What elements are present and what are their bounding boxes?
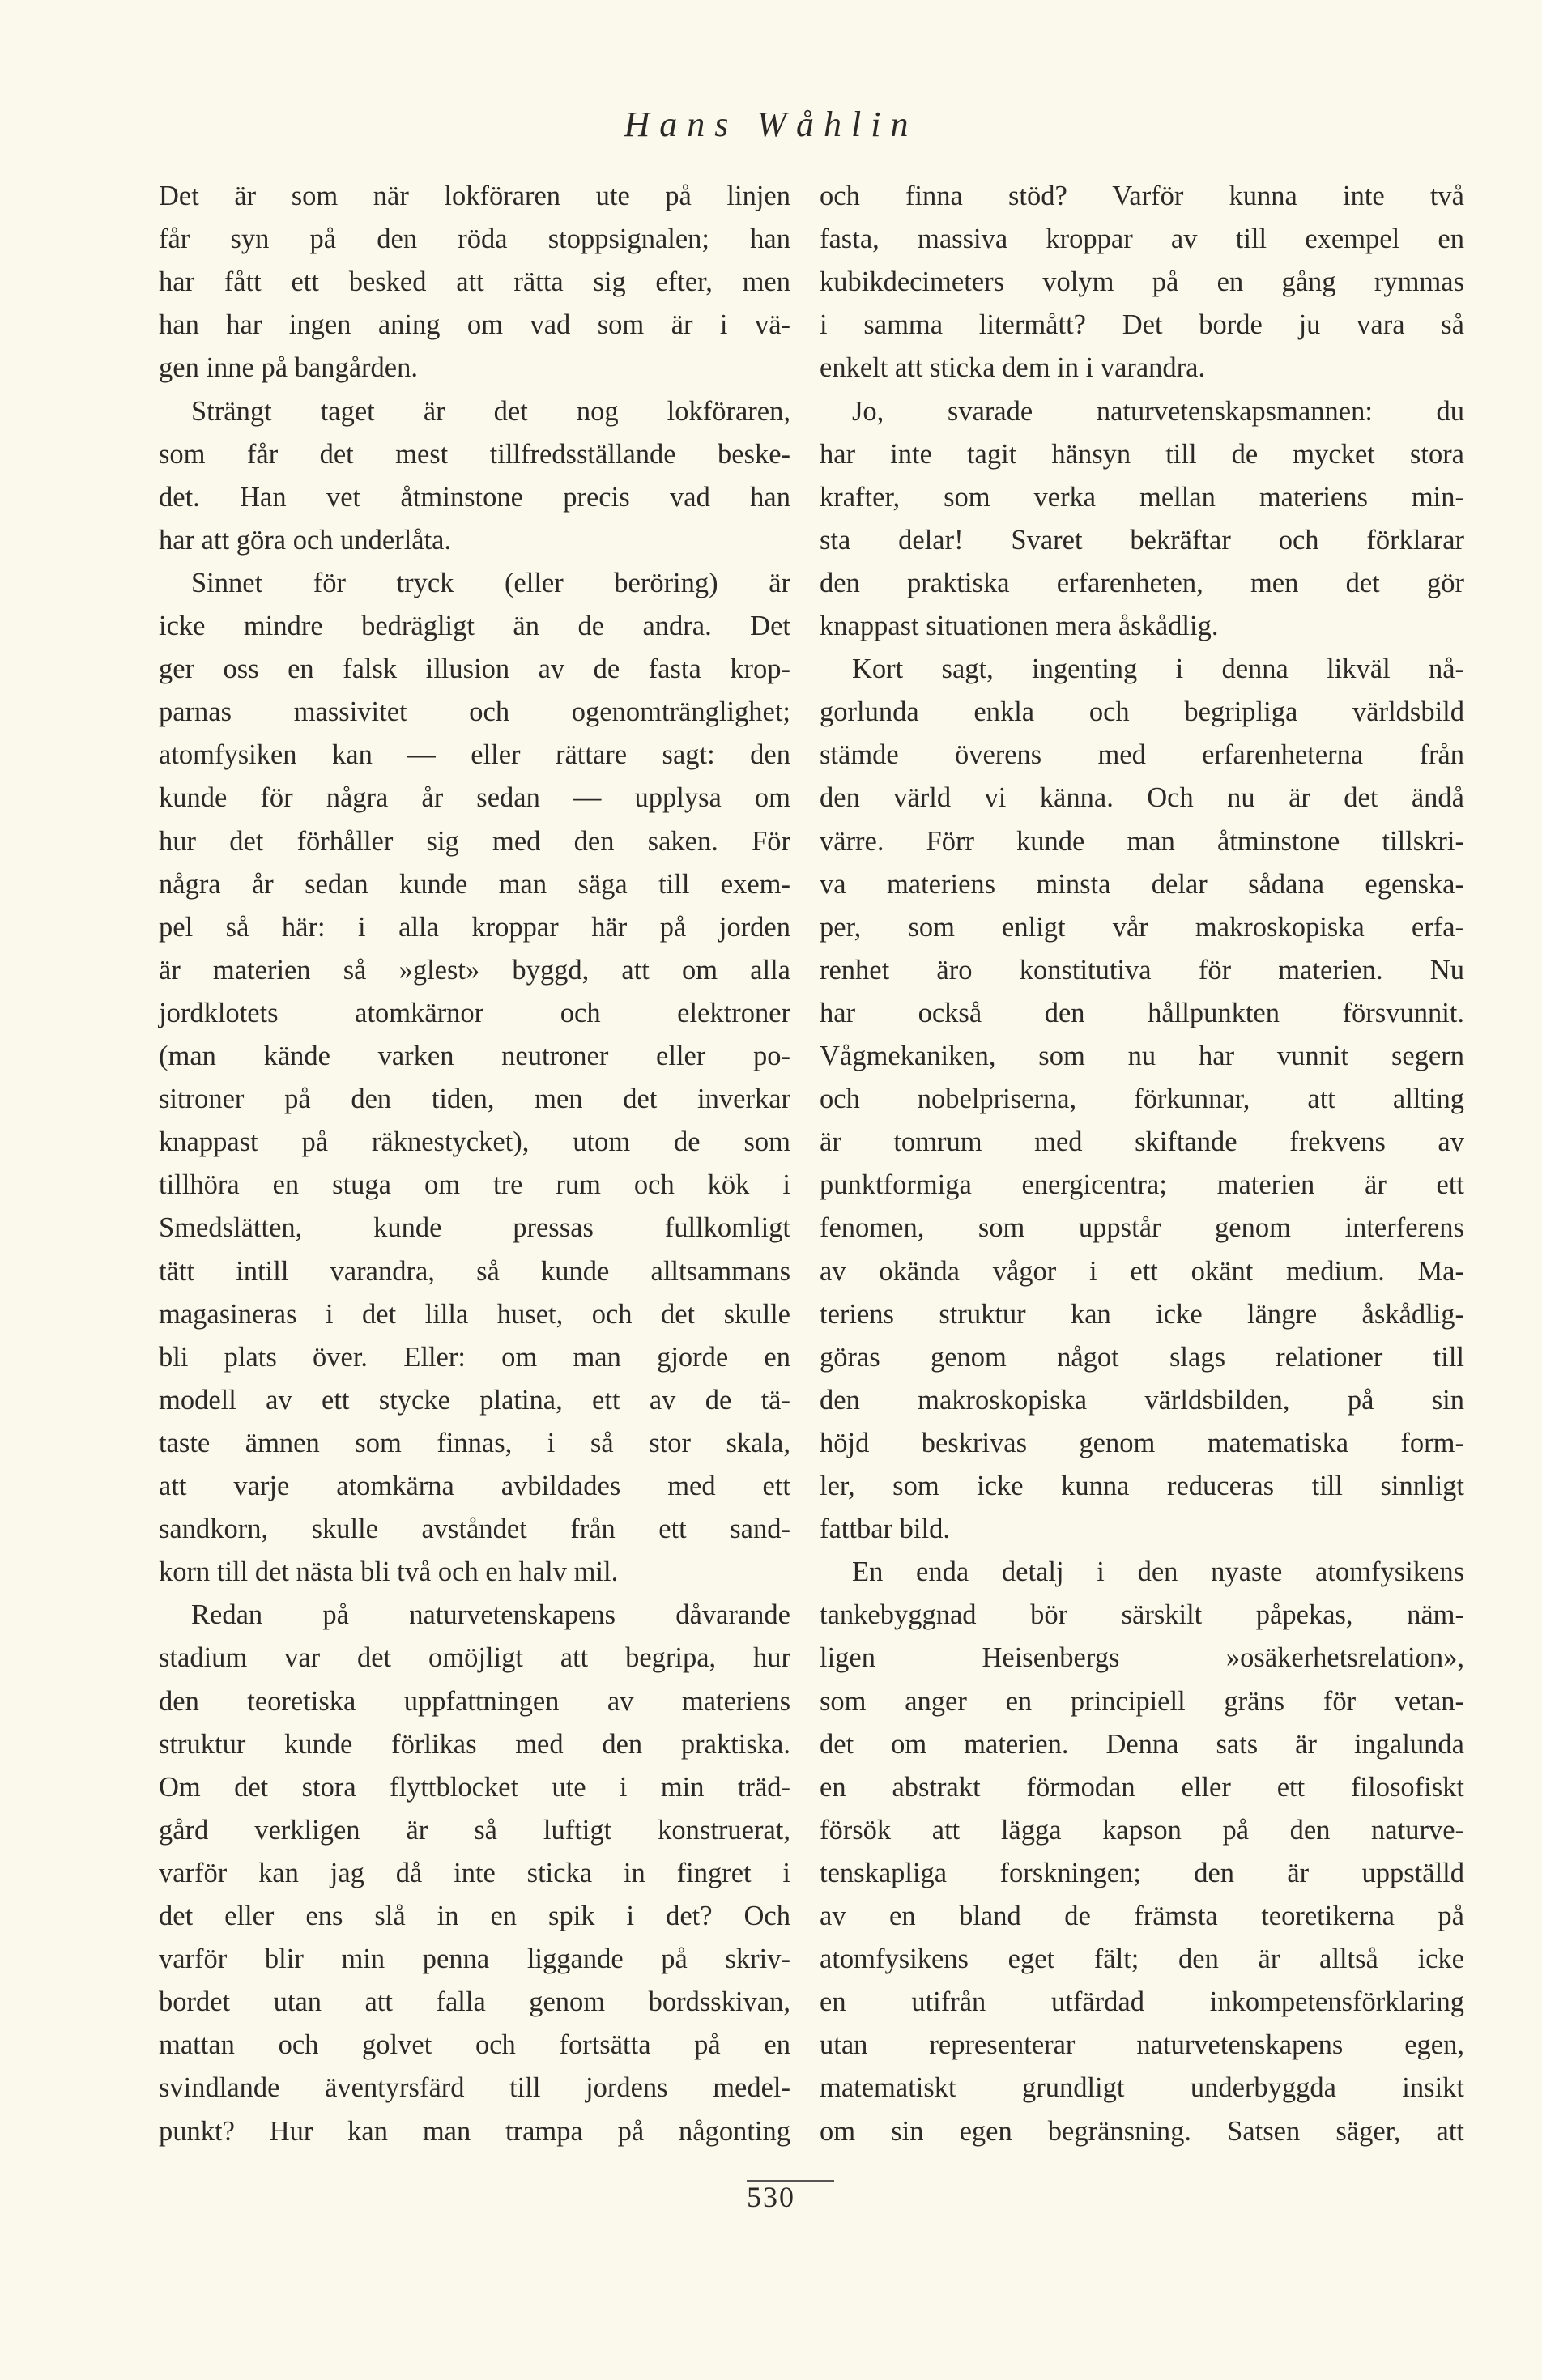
text-line: har fått ett besked att rätta sig efter, men xyxy=(159,266,790,298)
text-line: Smedslätten, kunde pressas fullkomligt xyxy=(159,1212,790,1244)
text-line: kubikdecimeters volym på en gång rymmas xyxy=(820,266,1464,298)
text-line: ligen Heisenbergs »osäkerhetsrelation», xyxy=(820,1642,1464,1674)
text-line: i samma litermått? Det borde ju vara så xyxy=(820,309,1464,341)
text-line: gorlunda enkla och begripliga världsbild xyxy=(820,696,1464,728)
text-line: den makroskopiska världsbilden, på sin xyxy=(820,1384,1464,1416)
text-line: tankebyggnad bör särskilt påpekas, näm- xyxy=(820,1599,1464,1631)
text-line: det. Han vet åtminstone precis vad han xyxy=(159,481,790,513)
text-line: den teoretiska uppfattningen av materiens xyxy=(159,1685,790,1717)
text-line: (man kände varken neutroner eller po- xyxy=(159,1041,790,1071)
text-line: och nobelpriserna, förkunnar, att allting xyxy=(820,1084,1464,1115)
text-line: ler, som icke kunna reduceras till sinnligt xyxy=(820,1471,1464,1501)
text-line: gård verkligen är så luftigt konstruerat, xyxy=(159,1814,790,1846)
text-line: göras genom något slags relationer till xyxy=(820,1341,1464,1373)
text-line: per, som enligt vår makroskopiska erfa- xyxy=(820,911,1464,943)
text-line: som anger en principiell gräns för vetan- xyxy=(820,1685,1464,1717)
text-line: Vågmekaniken, som nu har vunnit segern xyxy=(820,1041,1464,1071)
text-line: Jo, svarade naturvetenskapsmannen: du xyxy=(852,395,1464,427)
text-line: kunde för några år sedan — upplysa om xyxy=(159,782,790,814)
text-line: den praktiska erfarenheten, men det gör xyxy=(820,567,1464,598)
text-line: har också den hållpunkten försvunnit. xyxy=(820,997,1464,1028)
text-line: sandkorn, skulle avståndet från ett sand- xyxy=(159,1514,790,1545)
text-line: pel så här: i alla kroppar här på jorden xyxy=(159,911,790,943)
text-line: teriens struktur kan icke längre åskådlig- xyxy=(820,1298,1464,1330)
page-number: 530 xyxy=(747,2181,795,2213)
text-line: hur det förhåller sig med den saken. För xyxy=(159,825,790,857)
text-line: några år sedan kunde man säga till exem- xyxy=(159,868,790,900)
text-line: den värld vi känna. Och nu är det ändå xyxy=(820,782,1464,814)
text-line: Om det stora flyttblocket ute i min träd- xyxy=(159,1771,790,1803)
text-line: det eller ens slå in en spik i det? Och xyxy=(159,1901,790,1931)
text-line: är tomrum med skiftande frekvens av xyxy=(820,1126,1464,1158)
text-line: försök att lägga kapson på den naturve- xyxy=(820,1814,1464,1846)
text-line: taste ämnen som finnas, i så stor skala, xyxy=(159,1427,790,1458)
text-line: han har ingen aning om vad som är i vä- xyxy=(159,309,790,341)
text-line: enkelt att sticka dem in i varandra. xyxy=(820,352,1206,384)
text-line: en utifrån utfärdad inkompetensförklaring xyxy=(820,1986,1464,2018)
text-line: tätt intill varandra, så kunde alltsammans xyxy=(159,1255,790,1287)
text-line: punkt? Hur kan man trampa på någonting xyxy=(159,2115,790,2147)
text-line: har inte tagit hänsyn till de mycket stora xyxy=(820,438,1464,470)
text-line: fasta, massiva kroppar av till exempel en xyxy=(820,224,1464,255)
text-line: Sinnet för tryck (eller beröring) är xyxy=(191,567,790,598)
text-line: har att göra och underlåta. xyxy=(159,524,452,556)
text-line: korn till det nästa bli två och en halv mil. xyxy=(159,1556,619,1588)
text-line: höjd beskrivas genom matematiska form- xyxy=(820,1427,1464,1458)
text-line: som får det mest tillfredsställande beske- xyxy=(159,438,790,470)
text-line: fenomen, som uppstår genom interferens xyxy=(820,1212,1464,1244)
text-line: punktformiga energicentra; materien är ett xyxy=(820,1169,1464,1201)
text-line: av okända vågor i ett okänt medium. Ma- xyxy=(820,1255,1464,1287)
text-line: att varje atomkärna avbildades med ett xyxy=(159,1471,790,1501)
text-line: om sin egen begränsning. Satsen säger, att xyxy=(820,2115,1464,2147)
text-line: Redan på naturvetenskapens dåvarande xyxy=(191,1599,790,1631)
text-line: renhet äro konstitutiva för materien. Nu xyxy=(820,954,1464,986)
text-line: matematiskt grundligt underbyggda insikt xyxy=(820,2072,1464,2104)
text-line: icke mindre bedrägligt än de andra. Det xyxy=(159,611,790,641)
text-line: atomfysikens eget fält; den är alltså icke xyxy=(820,1944,1464,1975)
text-line: modell av ett stycke platina, ett av de tä- xyxy=(159,1384,790,1416)
text-line: stadium var det omöjligt att begripa, hur xyxy=(159,1642,790,1674)
text-line: av en bland de främsta teoretikerna på xyxy=(820,1901,1464,1931)
text-line: Kort sagt, ingenting i denna likväl nå- xyxy=(852,654,1464,685)
text-line: varför blir min penna liggande på skriv- xyxy=(159,1944,790,1975)
text-line: och finna stöd? Varför kunna inte två xyxy=(820,181,1464,211)
text-line: magasineras i det lilla huset, och det skulle xyxy=(159,1298,790,1330)
text-line: gen inne på bangården. xyxy=(159,352,418,384)
text-line: parnas massivitet och ogenomtränglighet; xyxy=(159,696,790,728)
text-line: värre. Förr kunde man åtminstone tillskri- xyxy=(820,825,1464,857)
text-line: svindlande äventyrsfärd till jordens medel- xyxy=(159,2072,790,2104)
text-line: tillhöra en stuga om tre rum och kök i xyxy=(159,1169,790,1201)
text-line: varför kan jag då inte sticka in fingret i xyxy=(159,1857,790,1888)
text-line: får syn på den röda stoppsignalen; han xyxy=(159,224,790,255)
text-line: Strängt taget är det nog lokföraren, xyxy=(191,395,790,427)
text-line: knappast situationen mera åskådlig. xyxy=(820,611,1219,641)
text-line: tenskapliga forskningen; den är uppställd xyxy=(820,1857,1464,1888)
text-line: jordklotets atomkärnor och elektroner xyxy=(159,997,790,1028)
text-line: En enda detalj i den nyaste atomfysikens xyxy=(852,1556,1464,1588)
text-line: struktur kunde förlikas med den praktiska. xyxy=(159,1728,790,1760)
text-line: är materien så »glest» byggd, att om alla xyxy=(159,954,790,986)
text-line: atomfysiken kan — eller rättare sagt: den xyxy=(159,739,790,771)
text-line: knappast på räknestycket), utom de som xyxy=(159,1126,790,1158)
text-line: sta delar! Svaret bekräftar och förklarar xyxy=(820,524,1464,556)
text-line: det om materien. Denna sats är ingalunda xyxy=(820,1728,1464,1760)
text-line: stämde överens med erfarenheterna från xyxy=(820,739,1464,771)
text-line: mattan och golvet och fortsätta på en xyxy=(159,2029,790,2061)
text-line: bli plats över. Eller: om man gjorde en xyxy=(159,1341,790,1373)
text-line: sitroner på den tiden, men det inverkar xyxy=(159,1084,790,1115)
text-line: va materiens minsta delar sådana egenska- xyxy=(820,868,1464,900)
text-line: utan representerar naturvetenskapens egen, xyxy=(820,2029,1464,2061)
text-line: ger oss en falsk illusion av de fasta krop- xyxy=(159,654,790,685)
text-line: bordet utan att falla genom bordsskivan, xyxy=(159,1986,790,2018)
running-header-author: Hans Wåhlin xyxy=(624,104,918,144)
text-line: Det är som när lokföraren ute på linjen xyxy=(159,181,790,211)
text-line: fattbar bild. xyxy=(820,1514,950,1545)
text-line: krafter, som verka mellan materiens min- xyxy=(820,481,1464,513)
text-line: en abstrakt förmodan eller ett filosofiskt xyxy=(820,1771,1464,1803)
